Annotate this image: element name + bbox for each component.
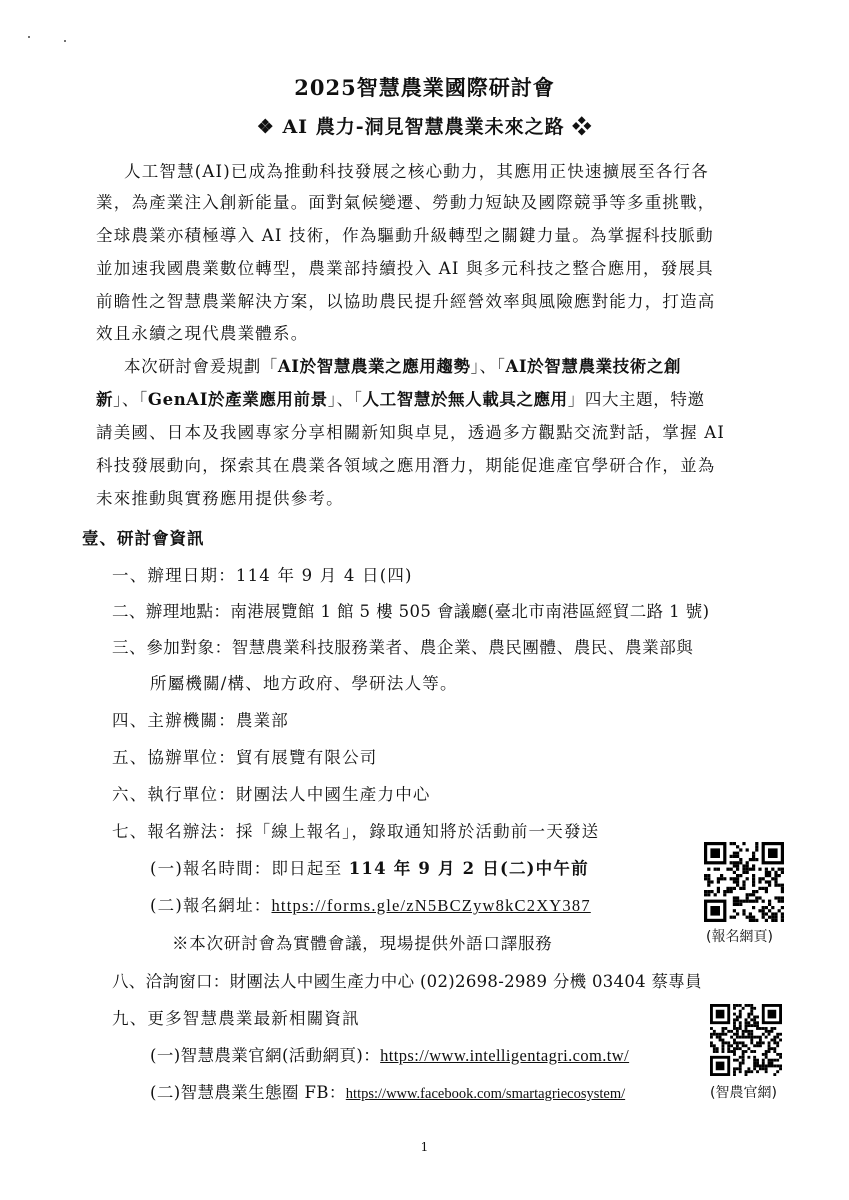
info-facebook — [150, 1079, 625, 1103]
intro-p2-post: 」四大主題，特邀 — [567, 390, 705, 409]
intro-p2-line2 — [96, 386, 705, 410]
scan-speck — [28, 36, 30, 38]
info-venue: 二、辦理地點：南港展覽館 1 館 5 樓 505 會議廳(臺北市南港區經貿二路 1 號) — [112, 602, 710, 621]
official-site-qr-code — [710, 1004, 782, 1076]
intro-p2-sep: 」、「 — [113, 390, 148, 409]
info-executor: 六、執行單位：財團法人中國生產力中心 — [112, 785, 431, 804]
facebook-link[interactable]: https://www.facebook.com/smartagriecosystem/ — [345, 1086, 626, 1102]
info-organizer: 四、主辦機關：農業部 — [112, 711, 289, 730]
section-heading: 壹、研討會資訊 — [82, 529, 205, 548]
facebook-label: (二)智慧農業生態圈 FB： — [150, 1083, 346, 1102]
registration-qr-caption: (報名網頁) — [706, 929, 773, 945]
theme-unmanned: 人工智慧於無人載具之應用 — [362, 390, 568, 409]
intro-p2-sep: 」、「 — [470, 357, 506, 376]
intro-p1-line5: 前瞻性之智慧農業解決方案，以協助農民提升經營效率與風險應對能力，打造高 — [96, 292, 716, 311]
info-more: 九、更多智慧農業最新相關資訊 — [112, 1009, 360, 1028]
registration-link[interactable]: https://forms.gle/zN5BCZyw8kC2XY387 — [271, 896, 591, 915]
intro-p1-line2: 業，為產業注入創新能量。面對氣候變遷、勞動力短缺及國際競爭等多重挑戰， — [96, 193, 716, 212]
scan-speck — [64, 40, 66, 42]
info-audience: 三、參加對象：智慧農業科技服務業者、農企業、農民團體、農民、農業部與 — [112, 638, 694, 657]
intro-p2-line4: 科技發展動向，探索其在農業各領域之應用潛力，期能促進產官學研合作，並為 — [96, 456, 716, 475]
intro-p1-line4: 並加速我國農業數位轉型，農業部持續投入 AI 與多元科技之整合應用，發展具 — [96, 259, 714, 278]
document-title: 2025智慧農業國際研討會 — [294, 75, 555, 100]
intro-p1-line1: 人工智慧(AI)已成為推動科技發展之核心動力，其應用正快速擴展至各行各 — [124, 162, 709, 181]
intro-p1-line6: 效且永續之現代農業體系。 — [96, 324, 309, 343]
intro-p2-line1 — [124, 353, 681, 377]
intro-p1-line3: 全球農業亦積極導入 AI 技術，作為驅動升級轉型之關鍵力量。為掌握科技脈動 — [96, 226, 714, 245]
info-reg-time — [150, 855, 589, 879]
info-reg-url — [150, 892, 591, 916]
theme-ai-tech-part2: 新 — [96, 390, 114, 409]
info-registration: 七、報名辦法：採「線上報名」，錄取通知將於活動前一天發送 — [112, 822, 600, 841]
theme-ai-trends: AI於智慧農業之應用趨勢 — [277, 357, 471, 376]
intro-p2-pre: 本次研討會爰規劃「 — [124, 357, 278, 376]
info-date: 一、辦理日期：114 年 9 月 4 日(四) — [112, 566, 413, 585]
theme-ai-tech-part1: AI於智慧農業技術之創 — [505, 357, 682, 376]
info-co-organizer: 五、協辦單位：貿有展覽有限公司 — [112, 748, 378, 767]
document-subtitle: ❖ AI 農力-洞見智慧農業未來之路 ❖ — [256, 116, 593, 138]
info-contact: 八、洽詢窗口：財團法人中國生產力中心 (02)2698-2989 分機 03404 蔡專員 — [112, 972, 702, 991]
official-site-label: (一)智慧農業官網(活動網頁)： — [150, 1046, 381, 1065]
intro-p2-line3: 請美國、日本及我國專家分享相關新知與卓見，透過多方觀點交流對話，掌握 AI — [96, 423, 726, 442]
page-number: 1 — [420, 1140, 429, 1154]
reg-deadline: 114 年 9 月 2 日(二)中午前 — [348, 859, 589, 878]
official-site-qr-caption: (智農官網) — [710, 1085, 777, 1101]
intro-p2-line5: 未來推動與實務應用提供參考。 — [96, 489, 344, 508]
registration-qr-code — [704, 842, 784, 922]
reg-time-label: (一)報名時間：即日起至 — [150, 859, 349, 878]
interpretation-note: ※本次研討會為實體會議，現場提供外語口譯服務 — [172, 934, 553, 953]
intro-p2-sep: 」、「 — [327, 390, 363, 409]
theme-genai: GenAI於產業應用前景 — [147, 390, 328, 409]
info-official-site — [150, 1042, 629, 1066]
reg-url-label: (二)報名網址： — [150, 896, 272, 915]
official-site-link[interactable]: https://www.intelligentagri.com.tw/ — [380, 1046, 630, 1065]
info-audience-cont: 所屬機關/構、地方政府、學研法人等。 — [150, 674, 458, 693]
